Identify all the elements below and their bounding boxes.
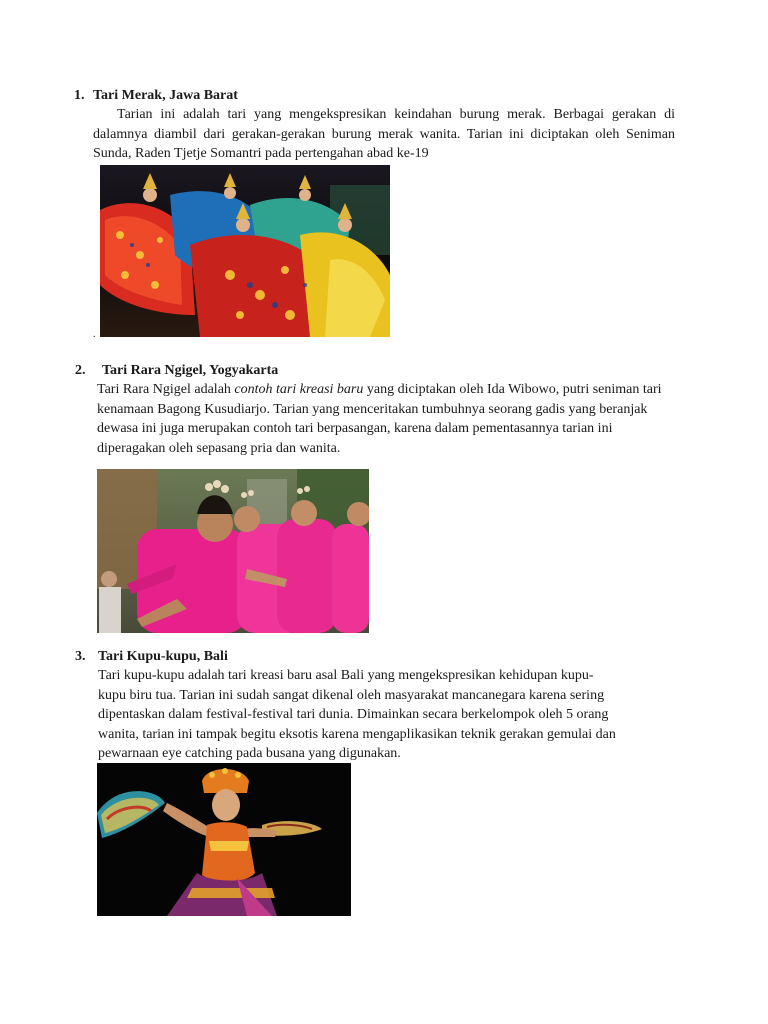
section-3-line: dipentaskan dalam festival-festival tari dunia. Dimainkan secara berkelompok oleh 5 orang [98,707,609,723]
section-3-paragraph [98,666,698,764]
peacock-dance-photo [100,165,390,337]
section-3-line: kupu biru tua. Tarian ini sudah sangat dikenal oleh masyarakat mancanegara karena sering [98,687,605,703]
section-3-line: pewarnaan eye catching pada busana yang digunakan. [98,746,401,762]
section-3-title: Tari Kupu-kupu, Bali [98,649,228,664]
section-2-text-before: Tari Rara Ngigel adalah [97,382,235,397]
rara-ngigel-dance-photo [97,469,369,633]
section-1-number: 1. [74,88,85,103]
stray-mark: . [93,329,96,340]
section-2-title: Tari Rara Ngigel, Yogyakarta [102,363,279,378]
section-2-text-after: yang diciptakan oleh Ida Wibowo, putri seniman tari kenamaan Bagong Kusudiarjo. Tarian yang menceritakan tumbuhnya seorang gadis yang beranjak dewasa ini juga merupakan contoh tari berpasangan, karena dalam pementasannya tarian ini diperagakan oleh sepasang pria dan wanita. [97,382,662,456]
section-1-paragraph: Tarian ini adalah tari yang mengekspresikan keindahan burung merak. Berbagai gerakan di dalamnya diambil dari gerakan-gerakan burung merak wanita. Tarian ini diciptakan oleh Seniman Sunda, Raden Tjetje Somantri pada pertengahan abad ke-19 [93,107,675,162]
section-3-line: Tari kupu-kupu adalah tari kreasi baru asal Bali yang mengekspresikan kehidupan kupu- [98,668,594,683]
section-3-line: wanita, tarian ini tampak begitu eksotis karena mengaplikasikan teknik gerakan gemulai dan [98,726,616,742]
section-1-title: Tari Merak, Jawa Barat [93,88,238,103]
section-2-italic-text: contoh tari kreasi baru [234,382,364,397]
section-3-number: 3. [75,649,86,664]
section-2-paragraph [97,380,677,458]
butterfly-dance-photo [97,763,351,916]
section-2-number: 2. [75,363,86,378]
